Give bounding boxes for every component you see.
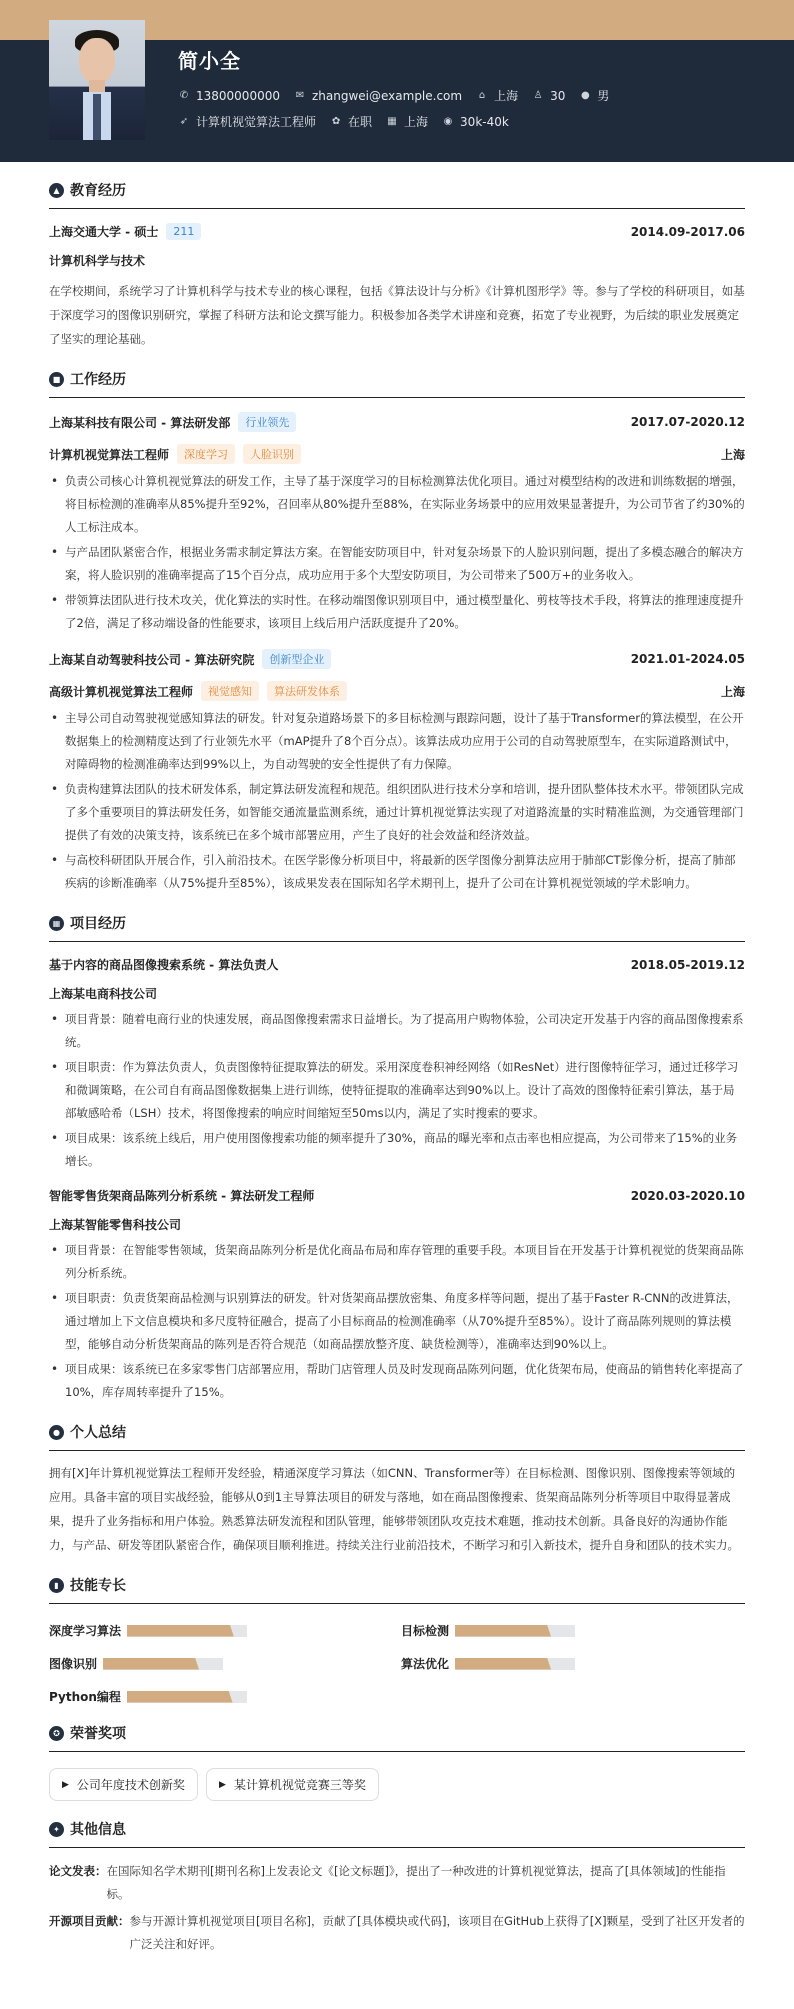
skills-section [49, 1575, 745, 1705]
project-entry [49, 956, 745, 1173]
phone: 13800000000 [196, 88, 280, 103]
section-title: 技能专长 [70, 1578, 126, 1594]
list-item: • 项目成果：该系统已在多家零售门店部署应用，帮助门店管理人员及时发现商品陈列问题，优化货架布局，使商品的销售转化率提高了10%，库存周转率提升了15%。 [49, 1358, 745, 1404]
awards-section [49, 1723, 745, 1801]
role-tag: 视觉感知 [201, 681, 259, 701]
award-item: ▶ 某计算机视觉竞赛三等奖 [206, 1768, 379, 1801]
role: 计算机视觉算法工程师 [49, 447, 170, 462]
skill-item [49, 1622, 401, 1639]
send-icon: ➶ [179, 116, 189, 127]
position: 计算机视觉算法工程师 [196, 115, 317, 129]
project-entry [49, 1187, 745, 1404]
grid-icon: ▦ [49, 916, 64, 931]
date: 2021.01-2024.05 [630, 652, 745, 666]
money-icon: ◉ [443, 116, 453, 127]
company: 上海某自动驾驶科技公司 - 算法研究院 [49, 652, 255, 667]
salary: 30k-40k [460, 114, 509, 129]
projects-section [49, 913, 745, 1404]
list-item: • 项目背景：随着电商行业的快速发展，商品图像搜索需求日益增长。为了提高用户购物体验，公司决定开发基于内容的商品图像搜索系统。 [49, 1008, 745, 1054]
section-title: 其他信息 [70, 1822, 126, 1838]
location: 上海 [720, 684, 745, 699]
section-title: 荣誉奖项 [70, 1726, 126, 1742]
project-company: 上海某智能零售科技公司 [49, 1218, 182, 1232]
skill-item [49, 1688, 401, 1705]
school-tag: 211 [166, 223, 201, 240]
avatar [49, 20, 145, 140]
summary-text: 拥有[X]年计算机视觉算法工程师开发经验，精通深度学习算法（如CNN、Transformer等）在目标检测、图像识别、图像搜索等领域的应用。具备丰富的项目实战经验，能够从0到1主导算法项目的研发与落地，如在商品图像搜索、货架商品陈列分析等项目中取得显著成果，提升了业务指标和用户体验。熟悉算法研发流程和团队管理，能够带领团队攻克技术难题，推动技术创新。具备良好的沟通协作能力，与产品、研发等团队紧密合作，确保项目顺利推进。持续关注行业前沿技术，不断学习和引入新技术，提升自身和团队的技术实力。 [49, 1466, 739, 1552]
project-name: 智能零售货架商品陈列分析系统 - 算法研发工程师 [49, 1189, 315, 1203]
date: 2014.09-2017.06 [630, 224, 745, 239]
company-tag: 创新型企业 [262, 649, 331, 669]
skill-bar [127, 1625, 247, 1637]
city: 上海 [404, 115, 429, 129]
skill-bar [455, 1625, 575, 1637]
list-item: • 与高校科研团队开展合作，引入前沿技术。在医学影像分析项目中，将最新的医学图像分割算法应用于肺部CT影像分析，提高了肺部疾病的诊断准确率（从75%提升至85%），该成果发表在国际知名学术期刊上，提升了公司在计算机视觉领域的学术影响力。 [49, 849, 745, 895]
date: 2018.05-2019.12 [630, 957, 745, 972]
list-item: • 项目职责：负责货架商品检测与识别算法的研发。针对货架商品摆放密集、角度多样等问题，提出了基于Faster R-CNN的改进算法，通过增加上下文信息模块和多尺度特征融合，提高了小目标商品的检测准确率（从70%提升至85%）。设计了商品陈列规则的算法模型，能够自动分析货架商品的陈列是否符合规范（如商品摆放整齐度、缺货检测等），准确率达到90%以上。 [49, 1287, 745, 1356]
role-tag: 人脸识别 [243, 444, 301, 464]
status: 在职 [348, 115, 373, 129]
education-section [49, 180, 745, 351]
list-item: • 与产品团队紧密合作，根据业务需求制定算法方案。在智能安防项目中，针对复杂场景下的人脸识别问题，提出了多模态融合的解决方案，将人脸识别的准确率提高了15个百分点，成功应用于多个大型安防项目，为公司带来了500万+的业务收入。 [49, 541, 745, 587]
project-name: 基于内容的商品图像搜索系统 - 算法负责人 [49, 958, 279, 972]
skill-item [401, 1622, 701, 1639]
status-icon: ✿ [331, 116, 341, 127]
list-item: • 带领算法团队进行技术攻关，优化算法的实时性。在移动端图像识别项目中，通过模型量化、剪枝等技术手段，将算法的推理速度提升了2倍，满足了移动端设备的性能要求，该项目上线后用户活跃度提升了20%。 [49, 589, 745, 635]
section-title: 工作经历 [70, 372, 126, 388]
graduation-cap-icon: ▲ [49, 183, 64, 198]
section-title: 个人总结 [70, 1425, 126, 1441]
briefcase-icon: ■ [49, 372, 64, 387]
list-item: • 项目职责：作为算法负责人，负责图像特征提取算法的研发。采用深度卷积神经网络（如ResNet）进行图像特征学习，通过迁移学习和微调策略，在公司自有商品图像数据集上进行训练，使特征提取的准确率达到90%以上。设计了高效的图像特征索引算法，基于局部敏感哈希（LSH）技术，将图像搜索的响应时间缩短至50ms以内，满足了实时搜索的要求。 [49, 1056, 745, 1125]
email: zhangwei@example.com [311, 88, 463, 103]
list-item: • 负责构建算法团队的技术研发体系，制定算法研发流程和规范。组织团队进行技术分享和培训，提升团队整体技术水平。带领团队完成了多个重要项目的算法研发任务，如智能交通流量监测系统，通过计算机视觉算法实现了对道路流量的实时精准监测，为交通管理部门提供了有效的决策支持，该系统已在多个城市部署应用，产生了良好的社会效益和经济效益。 [49, 778, 745, 847]
phone-icon: ✆ [179, 90, 189, 101]
info-icon: ✦ [49, 1822, 64, 1837]
skill-item [49, 1655, 401, 1672]
triangle-right-icon: ▶ [62, 1779, 69, 1790]
skill-name: 算法优化 [401, 1657, 450, 1671]
list-item: • 项目背景：在智能零售领域，货架商品陈列分析是优化商品布局和库存管理的重要手段。本项目旨在开发基于计算机视觉的货架商品陈列分析系统。 [49, 1239, 745, 1285]
chart-bar-icon: ▮ [49, 1578, 64, 1593]
role: 高级计算机视觉算法工程师 [49, 684, 194, 699]
skill-name: 图像识别 [49, 1657, 98, 1671]
skill-name: 深度学习算法 [49, 1624, 122, 1638]
user-icon: ● [49, 1425, 64, 1440]
other-item: 开源项目贡献： 参与开源计算机视觉项目[项目名称]，贡献了[具体模块或代码]，该项目在GitHub上获得了[X]颗星，受到了社区开发者的广泛关注和好评。 [49, 1914, 745, 1951]
profile-header [0, 40, 794, 162]
gender: 男 [597, 89, 610, 103]
major: 计算机科学与技术 [49, 254, 146, 268]
award-item: ▶ 公司年度技术创新奖 [49, 1768, 198, 1801]
triangle-right-icon: ▶ [218, 1779, 226, 1790]
section-title: 教育经历 [70, 183, 126, 199]
building-icon: ▦ [387, 116, 397, 127]
medal-icon: ✪ [49, 1726, 64, 1741]
mail-icon: ✉ [295, 90, 305, 101]
age: 30 [550, 88, 566, 103]
gender-icon: ● [581, 90, 590, 101]
home-icon: ⌂ [478, 90, 486, 101]
candidate-name: 简小全 [178, 49, 241, 73]
skill-name: Python编程 [49, 1690, 121, 1704]
project-company: 上海某电商科技公司 [49, 987, 158, 1001]
other-section [49, 1819, 745, 1976]
list-item: • 主导公司自动驾驶视觉感知算法的研发。针对复杂道路场景下的多目标检测与跟踪问题，设计了基于Transformer的算法模型，在公开数据集上的检测精度达到了行业领先水平（mAP提升了8个百分点）。该算法成功应用于公司的自动驾驶原型车，在实际道路测试中，对障碍物的检测准确率达到99%以上，为自动驾驶的安全性提供了有力保障。 [49, 707, 745, 776]
skill-bar [455, 1658, 575, 1670]
work-entry [49, 649, 745, 895]
summary-section [49, 1422, 745, 1557]
skill-name: 目标检测 [401, 1624, 450, 1638]
role-tag: 算法研发体系 [267, 681, 347, 701]
company-tag: 行业领先 [238, 412, 296, 432]
job-intent-row [178, 113, 515, 130]
other-item: 论文发表： 在国际知名学术期刊[期刊名称]上发表论文《[论文标题]》，提出了一种改进的计算机视觉算法，提高了[具体领域]的性能指标。 [49, 1864, 726, 1901]
hometown: 上海 [494, 89, 519, 103]
cake-icon: ♙ [533, 90, 543, 101]
work-section [49, 369, 745, 895]
skill-item [401, 1655, 701, 1672]
skill-bar [103, 1658, 223, 1670]
location: 上海 [720, 447, 745, 462]
skill-bar [127, 1691, 247, 1703]
contact-row [178, 87, 615, 104]
list-item: • 项目成果：该系统上线后，用户使用图像搜索功能的频率提升了30%，商品的曝光率和点击率也相应提高，为公司带来了15%的业务增长。 [49, 1127, 745, 1173]
date: 2020.03-2020.10 [630, 1188, 745, 1203]
section-title: 项目经历 [70, 916, 126, 932]
role-tag: 深度学习 [177, 444, 235, 464]
education-desc: 在学校期间，系统学习了计算机科学与技术专业的核心课程，包括《算法设计与分析》《计算机图形学》等。参与了学校的科研项目，如基于深度学习的图像识别研究，掌握了科研方法和论文撰写能力。积极参加各类学术讲座和竞赛，拓宽了专业视野，为后续的职业发展奠定了坚实的理论基础。 [49, 284, 745, 346]
date: 2017.07-2020.12 [630, 415, 745, 429]
school: 上海交通大学 - 硕士 [49, 225, 159, 239]
company: 上海某科技有限公司 - 算法研发部 [49, 415, 231, 430]
list-item: • 负责公司核心计算机视觉算法的研发工作，主导了基于深度学习的目标检测算法优化项目。通过对模型结构的改进和训练数据的增强，将目标检测的准确率从85%提升至92%，召回率从80%提升至88%，在实际业务场景中的应用效果显著提升，为公司节省了约30%的人工标注成本。 [49, 470, 745, 539]
work-entry [49, 412, 745, 635]
